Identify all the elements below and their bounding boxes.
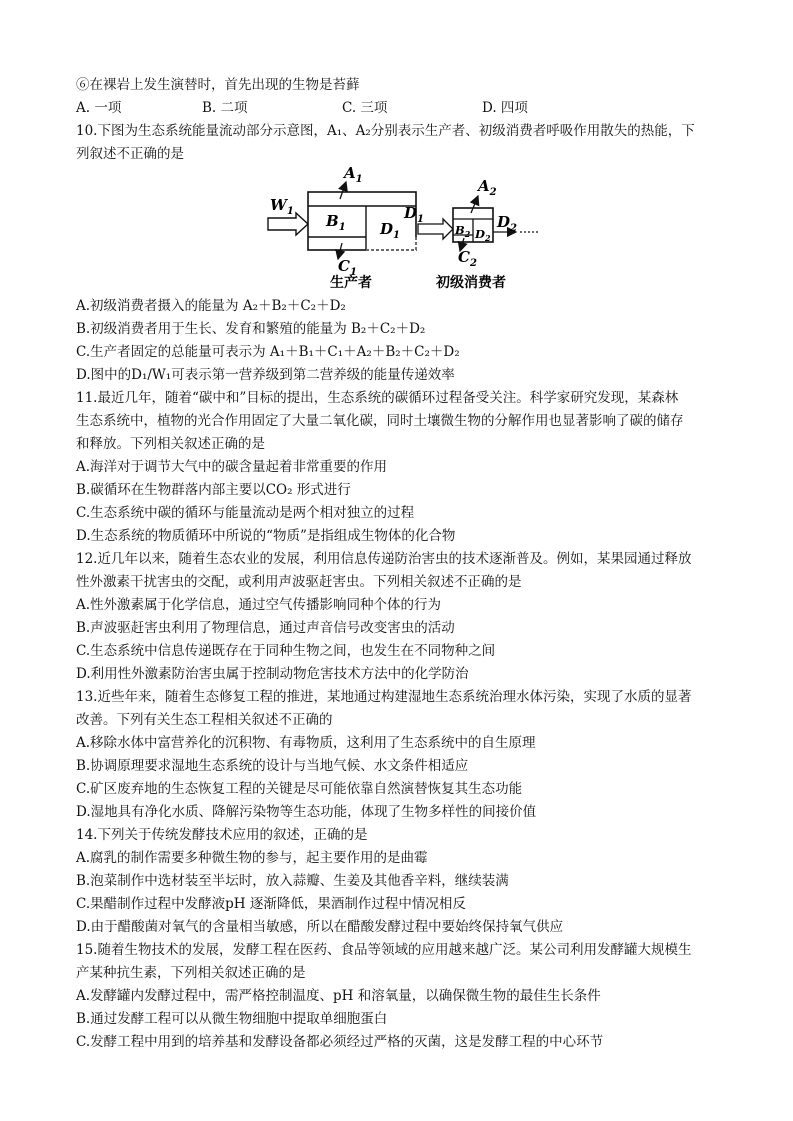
- a1-label: $A_1$: [344, 164, 363, 185]
- q9-item-6: ⑥在裸岩上发生演替时，首先出现的生物是苔藓: [76, 77, 360, 93]
- q12-option-b: B.声波驱赶害虫利用了物理信息，通过声音信号改变害虫的活动: [76, 620, 455, 636]
- q13-stem-line-2: 改善。下列有关生态工程相关叙述不正确的: [76, 712, 333, 728]
- q12-option-a: A.性外激素属于化学信息，通过空气传播影响同种个体的行为: [76, 597, 442, 613]
- q15-option-b: B.通过发酵工程可以从微生物细胞中提取单细胞蛋白: [76, 1011, 388, 1027]
- consumer-caption: 初级消费者: [436, 275, 506, 291]
- q9-option-b: B. 二项: [202, 100, 248, 116]
- q14-option-b: B.泡菜制作中选材装至半坛时，放入蒜瓣、生姜及其他香辛料，继续装满: [76, 873, 509, 889]
- q12-option-d: D.利用性外激素防治害虫属于控制动物危害技术方法中的化学防治: [76, 666, 469, 682]
- q9-option-c: C. 三项: [342, 100, 388, 116]
- q15-stem-line-1: 15.随着生物技术的发展，发酵工程在医药、食品等领域的应用越来越广泛。某公司利用发酵罐大规模生: [76, 942, 692, 958]
- q10-option-a: A.初级消费者摄入的能量为 A₂＋B₂＋C₂＋D₂: [76, 298, 346, 314]
- c2-label: $C_2$: [458, 248, 477, 269]
- q10-stem-line-1: 10.下图为生态系统能量流动部分示意图，A₁、A₂分别表示生产者、初级消费者呼吸作用散失的热能，下: [76, 123, 695, 139]
- q11-option-b: B.碳循环在生物群落内部主要以CO₂ 形式进行: [76, 482, 351, 498]
- q13-option-d: D.湿地具有净化水质、降解污染物等生态功能，体现了生物多样性的间接价值: [76, 804, 537, 820]
- a2-label: $A_2$: [478, 177, 497, 198]
- q14-option-d: D.由于醋酸菌对氧气的含量相当敏感，所以在醋酸发酵过程中要始终保持氧气供应: [76, 919, 564, 935]
- d1-inner-label: $D_1$: [380, 220, 400, 241]
- q12-stem-line-2: 性外激素干扰害虫的交配，或利用声波驱赶害虫。下列相关叙述不正确的是: [76, 574, 522, 590]
- d2-inner-label: $D_2$: [475, 227, 491, 243]
- b2-label: $B_2$: [455, 223, 471, 239]
- q14-option-a: A.腐乳的制作需要多种微生物的参与，起主要作用的是曲霉: [76, 850, 428, 866]
- q11-stem-line-1: 11.最近几年，随着“碳中和”目标的提出，生态系统的碳循环过程备受关注。科学家研究发现，某森林: [76, 390, 679, 406]
- producer-caption: 生产者: [330, 275, 372, 291]
- q13-option-b: B.协调原理要求湿地生态系统的设计与当地气候、水文条件相适应: [76, 758, 469, 774]
- q13-stem-line-1: 13.近些年来，随着生态修复工程的推进，某地通过构建湿地生态系统治理水体污染，实现了水质的显著: [76, 689, 692, 705]
- q10-option-b: B.初级消费者用于生长、发育和繁殖的能量为 B₂＋C₂＋D₂: [76, 321, 426, 337]
- c1-label: $C_1$: [338, 257, 357, 278]
- q9-option-a: A. 一项: [76, 100, 122, 116]
- q11-option-c: C.生态系统中碳的循环与能量流动是两个相对独立的过程: [76, 505, 415, 521]
- q15-option-c: C.发酵工程中用到的培养基和发酵设备都必须经过严格的灭菌，这是发酵工程的中心环节: [76, 1034, 604, 1050]
- q14-option-c: C.果醋制作过程中发酵液pH 逐渐降低，果酒制作过程中情况相反: [76, 896, 466, 912]
- q10-option-d: D.图中的D₁/W₁可表示第一营养级到第二营养级的能量传递效率: [76, 367, 455, 383]
- q11-option-d: D.生态系统的物质循环中所说的“物质”是指组成生物体的化合物: [76, 528, 456, 544]
- q12-option-c: C.生态系统中信息传递既存在于同种生物之间，也发生在不同物种之间: [76, 643, 496, 659]
- w1-label: $W_1$: [270, 196, 294, 217]
- q10-stem-line-2: 列叙述不正确的是: [76, 146, 184, 162]
- q11-stem-line-3: 和释放。下列相关叙述正确的是: [76, 436, 265, 452]
- b1-label: $B_1$: [326, 212, 346, 233]
- d1-arrow-label: $D_1$: [404, 204, 424, 225]
- energy-flow-diagram: [258, 163, 558, 293]
- q11-stem-line-2: 生态系统中，植物的光合作用固定了大量二氧化碳，同时土壤微生物的分解作用也显著影响了碳的储存: [76, 413, 684, 429]
- d2-arrow-label: $D_2$: [497, 213, 517, 234]
- q10-option-c: C.生产者固定的总能量可表示为 A₁＋B₁＋C₁＋A₂＋B₂＋C₂＋D₂: [76, 344, 460, 360]
- q15-stem-line-2: 产某种抗生素，下列相关叙述正确的是: [76, 965, 306, 981]
- q13-option-c: C.矿区废弃地的生态恢复工程的关键是尽可能依靠自然演替恢复其生态功能: [76, 781, 523, 797]
- q9-option-d: D. 四项: [482, 100, 528, 116]
- q13-option-a: A.移除水体中富营养化的沉积物、有毒物质，这利用了生态系统中的自生原理: [76, 735, 536, 751]
- q11-option-a: A.海洋对于调节大气中的碳含量起着非常重要的作用: [76, 459, 388, 475]
- q12-stem-line-1: 12.近几年以来，随着生态农业的发展，利用信息传递防治害虫的技术逐渐普及。例如，某果园通过释放: [76, 551, 692, 567]
- q14-stem: 14.下列关于传统发酵技术应用的叙述，正确的是: [76, 827, 368, 843]
- producer-box: [308, 192, 416, 250]
- q15-option-a: A.发酵罐内发酵过程中，需严格控制温度、pH 和溶氧量，以确保微生物的最佳生长条件: [76, 988, 601, 1004]
